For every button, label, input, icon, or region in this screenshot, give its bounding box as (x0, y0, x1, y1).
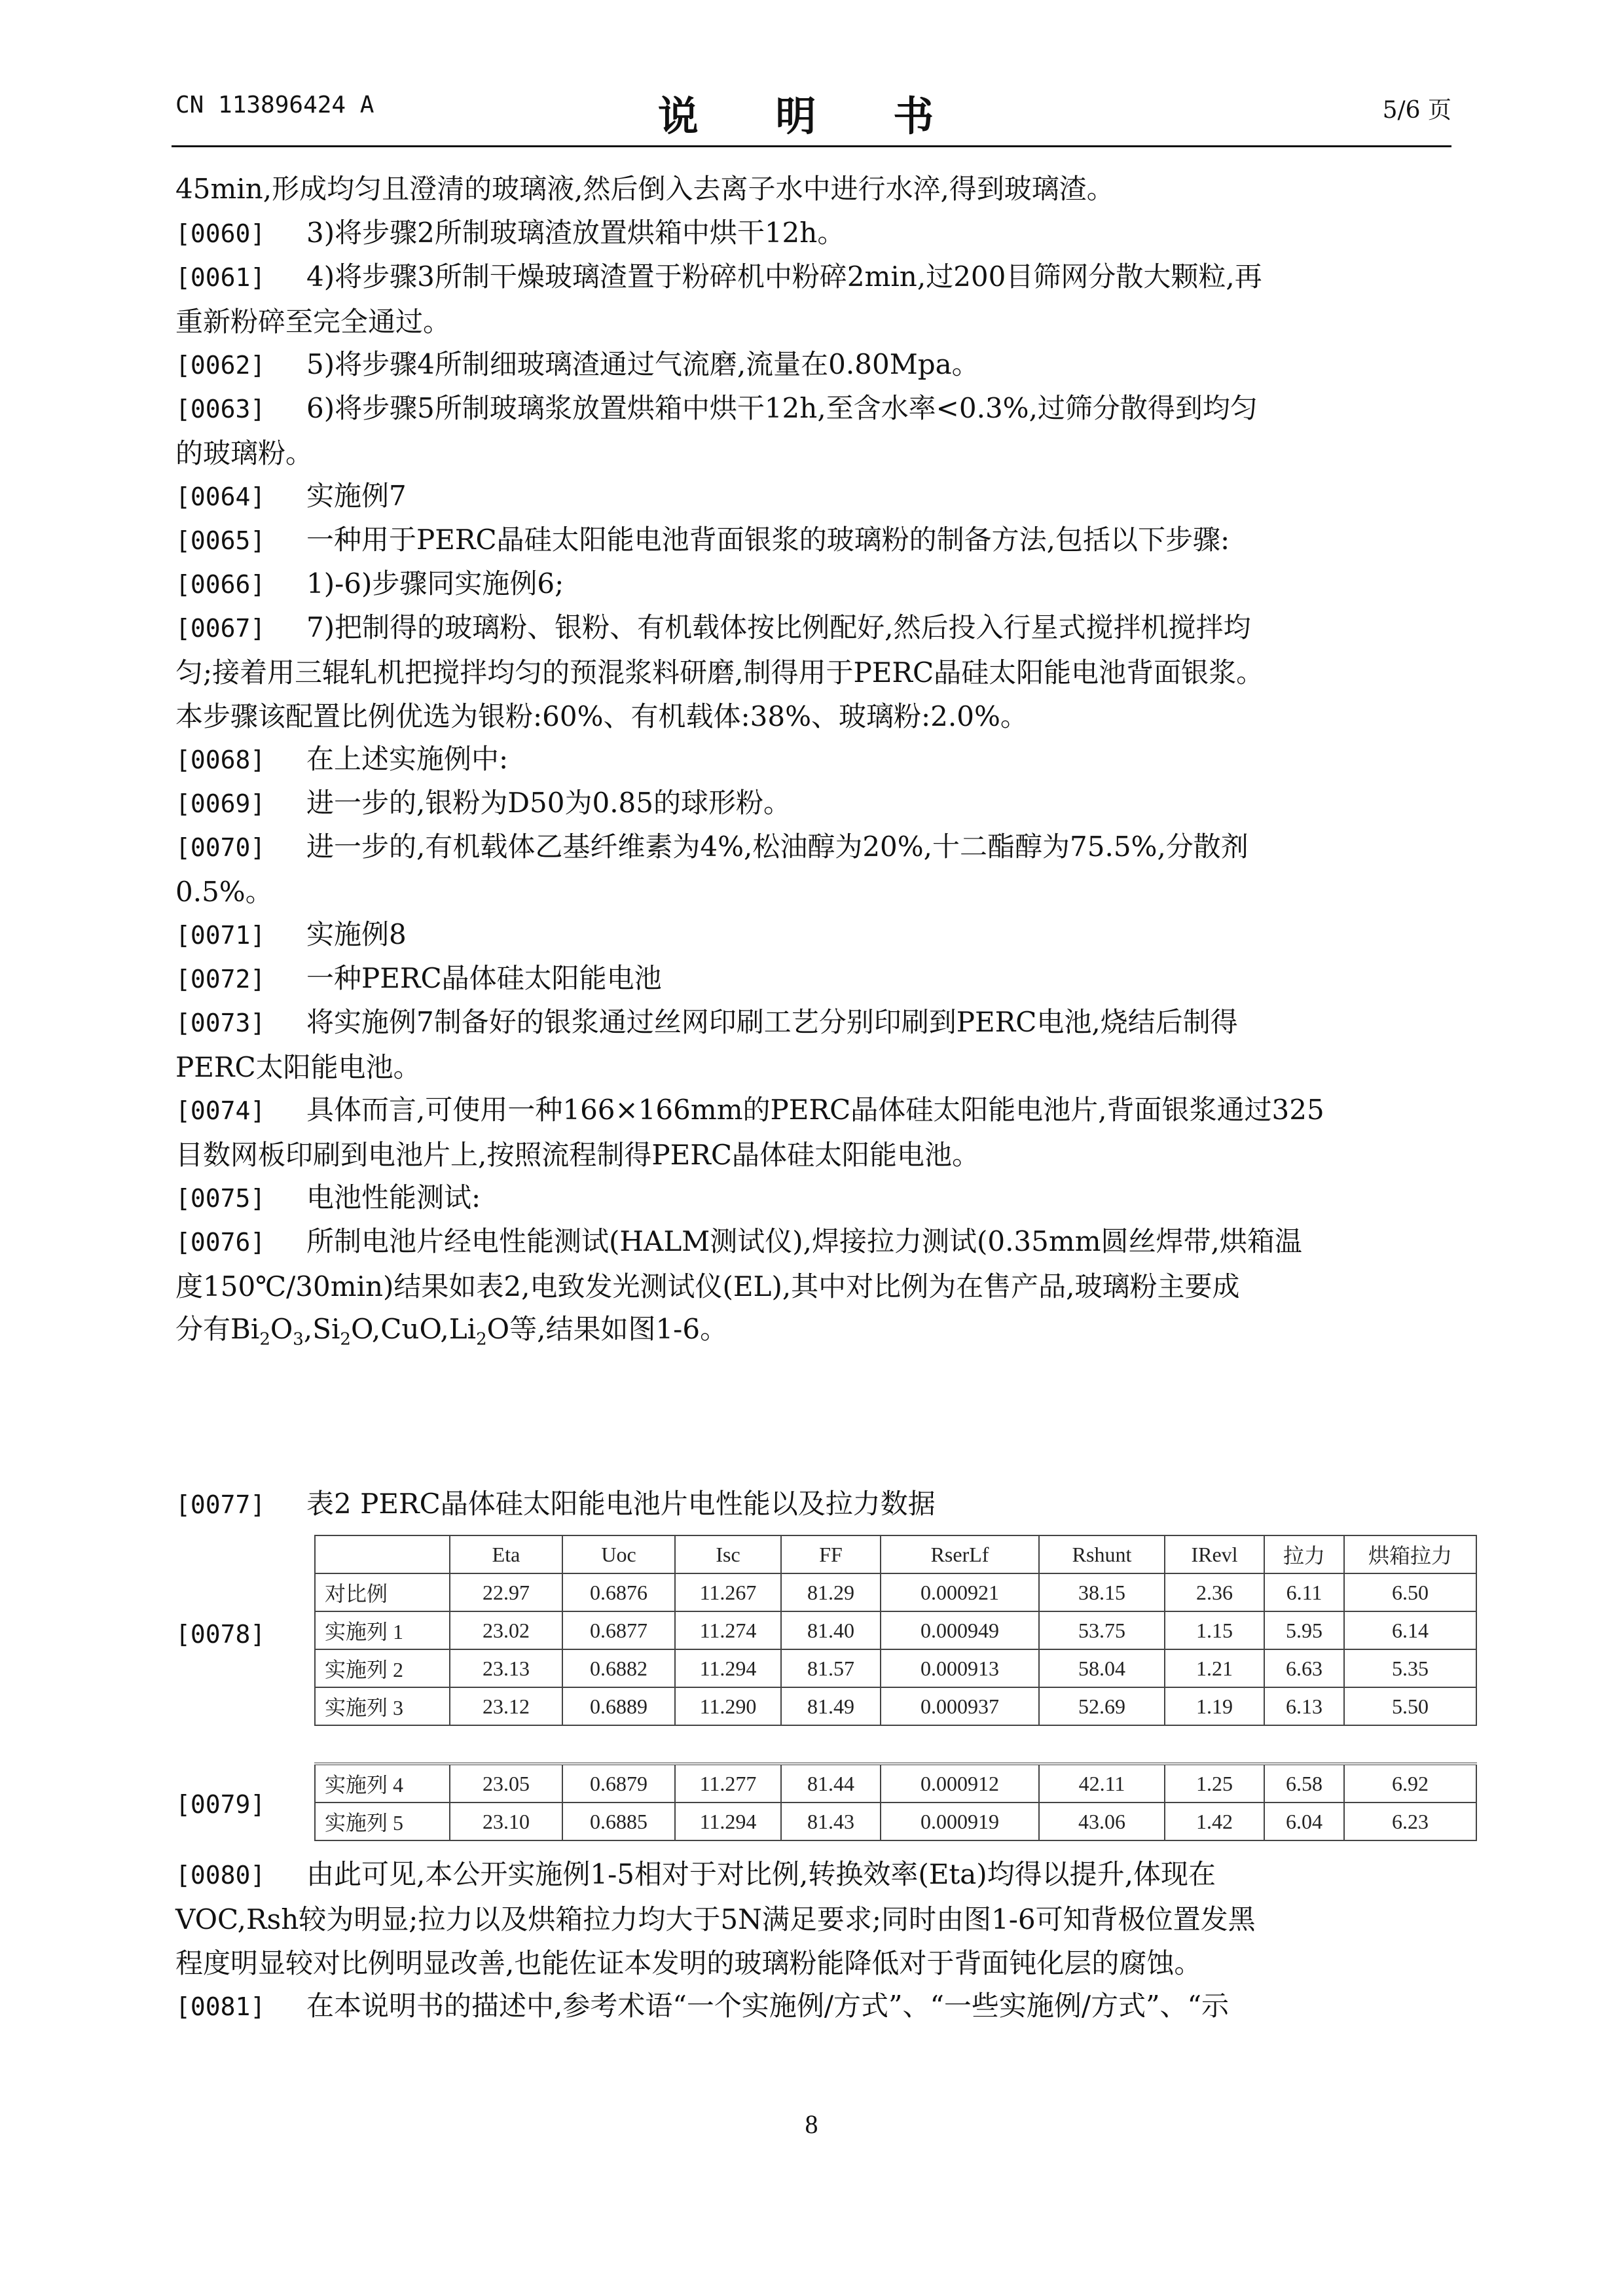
row-label: 对比例 (315, 1573, 450, 1611)
paragraph-number: [0060] (175, 219, 266, 248)
subscript: 2 (476, 1329, 487, 1350)
paragraph (175, 1219, 1451, 1308)
paragraph-line: 在本说明书的描述中,参考术语“一个实施例/方式”、“一些实施例/方式”、“示 (306, 1990, 1230, 2022)
paragraph-line: 度150℃/30min)结果如表2,电致发光测试仪(EL),其中对比例为在售产品,玻璃粉主要成 (175, 1270, 1240, 1302)
table-cell: 1.42 (1165, 1803, 1264, 1840)
paragraph-line: 进一步的,银粉为D50为0.85的球形粉。 (306, 787, 791, 819)
table-cell: 6.50 (1344, 1573, 1476, 1611)
paragraph-line: 表2 PERC晶体硅太阳能电池片电性能以及拉力数据 (306, 1488, 936, 1520)
paragraph-line: 7)把制得的玻璃粉、银粉、有机载体按比例配好,然后投入行星式搅拌机搅拌均 (306, 611, 1251, 643)
table-row (315, 1764, 1476, 1803)
paragraph-number: [0070] (175, 833, 266, 862)
table-cell: 0.000949 (881, 1611, 1039, 1649)
formula-text: O,CuO,Li (350, 1313, 477, 1345)
table-cell: 23.12 (450, 1687, 562, 1725)
paragraph-line: 的玻璃粉。 (175, 437, 314, 469)
table-cell: 0.6877 (562, 1611, 675, 1649)
table-cell: 0.000921 (881, 1573, 1039, 1611)
table-cell: 23.02 (450, 1611, 562, 1649)
paragraph-number: [0062] (175, 351, 266, 380)
table-cell: 0.000913 (881, 1649, 1039, 1687)
table-cell: 22.97 (450, 1573, 562, 1611)
paragraph (175, 825, 1451, 914)
table-cell: 2.36 (1165, 1573, 1264, 1611)
page-number: 8 (805, 2109, 818, 2139)
table-cell: 5.95 (1264, 1611, 1344, 1649)
table-cell: 38.15 (1039, 1573, 1165, 1611)
column-header: Uoc (562, 1535, 675, 1573)
paragraph-line: 程度明显较对比例明显改善,也能佐证本发明的玻璃粉能降低对于背面钝化层的腐蚀。 (175, 1947, 1202, 1979)
table-cell: 1.25 (1165, 1764, 1264, 1803)
column-header: Eta (450, 1535, 562, 1573)
paragraph (175, 255, 1451, 344)
table-cell: 0.000912 (881, 1764, 1039, 1803)
paragraph-line: PERC太阳能电池。 (175, 1051, 421, 1083)
page-title: 说 明 书 (657, 92, 966, 140)
paragraph (175, 737, 1451, 782)
paragraph (175, 781, 1451, 826)
paragraph-line: 在上述实施例中: (306, 743, 509, 775)
paragraph-number: [0080] (175, 1861, 266, 1890)
column-header: RserLf (881, 1535, 1039, 1573)
paragraph-line: 将实施例7制备好的银浆通过丝网印刷工艺分别印刷到PERC电池,烧结后制得 (306, 1006, 1238, 1038)
paragraph (175, 167, 1451, 211)
table-header-row (315, 1535, 1476, 1573)
paragraph (175, 605, 1451, 738)
paragraph (175, 1175, 1451, 1221)
paragraph (175, 1482, 1451, 1527)
table-cell: 52.69 (1039, 1687, 1165, 1725)
table-cell: 11.277 (675, 1764, 781, 1803)
table-tag-1: [0078] (175, 1620, 266, 1649)
subscript: 2 (340, 1329, 351, 1350)
table-cell: 23.13 (450, 1649, 562, 1687)
table-row (315, 1687, 1476, 1725)
paragraph-line: 一种用于PERC晶硅太阳能电池背面银浆的玻璃粉的制备方法,包括以下步骤: (306, 524, 1230, 556)
row-label: 实施列 5 (315, 1803, 450, 1840)
table-cell: 42.11 (1039, 1764, 1165, 1803)
table-cell: 53.75 (1039, 1611, 1165, 1649)
table-cell: 11.267 (675, 1573, 781, 1611)
paragraph (175, 474, 1451, 519)
paragraph (175, 1088, 1451, 1177)
paragraph (175, 1852, 1451, 1985)
paragraph-line: 本步骤该配置比例优选为银粉:60%、有机载体:38%、玻璃粉:2.0%。 (175, 700, 1028, 732)
column-header: FF (781, 1535, 881, 1573)
paragraph-line: 重新粉碎至完全通过。 (175, 306, 451, 338)
paragraph-number: [0063] (175, 395, 266, 423)
table-cell: 81.49 (781, 1687, 881, 1725)
table-cell: 0.6889 (562, 1687, 675, 1725)
paragraph (175, 1984, 1451, 2029)
table-cell: 0.000919 (881, 1803, 1039, 1840)
paragraph-line: 进一步的,有机载体乙基纤维素为4%,松油醇为20%,十二酯醇为75.5%,分散剂 (306, 831, 1249, 863)
table-cell: 6.13 (1264, 1687, 1344, 1725)
table-cell: 6.23 (1344, 1803, 1476, 1840)
table-cell: 0.000937 (881, 1687, 1039, 1725)
paragraph (175, 1000, 1451, 1089)
row-label: 实施列 2 (315, 1649, 450, 1687)
table-cell: 6.11 (1264, 1573, 1344, 1611)
row-label: 实施列 4 (315, 1764, 450, 1803)
paragraph-line: 45min,形成均匀且澄清的玻璃液,然后倒入去离子水中进行水淬,得到玻璃渣。 (175, 173, 1114, 205)
paragraph-number: [0076] (175, 1228, 266, 1257)
table-cell: 0.6885 (562, 1803, 675, 1840)
table-cell: 0.6879 (562, 1764, 675, 1803)
paragraph-number: [0067] (175, 614, 266, 643)
paragraph-number: [0081] (175, 1992, 266, 2021)
formula-text: 分有Bi (175, 1313, 260, 1345)
subscript: 3 (293, 1329, 304, 1350)
formula-text: O等,结果如图1-6。 (486, 1313, 728, 1345)
row-label: 实施列 3 (315, 1687, 450, 1725)
paragraph-number: [0073] (175, 1009, 266, 1037)
paragraph-line: 所制电池片经电性能测试(HALM测试仪),焊接拉力测试(0.35mm圆丝焊带,烘箱温 (306, 1225, 1302, 1257)
table-cell: 1.19 (1165, 1687, 1264, 1725)
table-cell: 6.63 (1264, 1649, 1344, 1687)
performance-table-part2 (314, 1763, 1477, 1841)
paragraph-number: [0069] (175, 789, 266, 818)
table-cell: 81.57 (781, 1649, 881, 1687)
paragraph-line: 4)将步骤3所制干燥玻璃渣置于粉碎机中粉碎2min,过200目筛网分散大颗粒,再 (306, 260, 1262, 293)
paragraph-number: [0061] (175, 263, 266, 292)
table-cell: 81.29 (781, 1573, 881, 1611)
paragraph-line: 3)将步骤2所制玻璃渣放置烘箱中烘干12h。 (306, 217, 845, 249)
formula-line (175, 1307, 1451, 1361)
column-header: 烘箱拉力 (1344, 1535, 1476, 1573)
table-cell: 6.58 (1264, 1764, 1344, 1803)
table-cell: 0.6882 (562, 1649, 675, 1687)
table-cell: 11.294 (675, 1803, 781, 1840)
patent-number: CN 113896424 A (175, 92, 374, 118)
paragraph-number: [0071] (175, 921, 266, 950)
paragraph-line: 6)将步骤5所制玻璃浆放置烘箱中烘干12h,至含水率<0.3%,过筛分散得到均匀 (306, 392, 1258, 424)
paragraph (175, 562, 1451, 607)
table-cell: 23.05 (450, 1764, 562, 1803)
paragraph-line: 0.5%。 (175, 876, 273, 908)
column-header: Isc (675, 1535, 781, 1573)
paragraph (175, 386, 1451, 475)
table-cell: 58.04 (1039, 1649, 1165, 1687)
table-cell: 5.35 (1344, 1649, 1476, 1687)
table-cell: 6.14 (1344, 1611, 1476, 1649)
table-row (315, 1611, 1476, 1649)
column-header: Rshunt (1039, 1535, 1165, 1573)
table-cell: 11.294 (675, 1649, 781, 1687)
table-cell: 5.50 (1344, 1687, 1476, 1725)
paragraph-number: [0064] (175, 482, 266, 511)
column-header: 拉力 (1264, 1535, 1344, 1573)
paragraph-line: 5)将步骤4所制细玻璃渣通过气流磨,流量在0.80Mpa。 (306, 348, 979, 380)
page-count: 5/6 页 (1382, 97, 1451, 124)
paragraph-line: 实施例8 (306, 918, 407, 950)
table-cell: 11.274 (675, 1611, 781, 1649)
table-cell: 23.10 (450, 1803, 562, 1840)
table-cell: 6.92 (1344, 1764, 1476, 1803)
paragraph (175, 342, 1451, 387)
table-row (315, 1649, 1476, 1687)
table-cell: 1.21 (1165, 1649, 1264, 1687)
paragraph-number: [0075] (175, 1184, 266, 1213)
header-rule (172, 145, 1451, 147)
formula-text: O (270, 1313, 293, 1345)
table-row (315, 1803, 1476, 1840)
column-header: IRevl (1165, 1535, 1264, 1573)
paragraph (175, 518, 1451, 563)
paragraph-number: [0072] (175, 965, 266, 994)
table-cell: 0.6876 (562, 1573, 675, 1611)
paragraph (175, 956, 1451, 1001)
paragraph-line: 1)-6)步骤同实施例6; (306, 567, 564, 600)
table-cell: 11.290 (675, 1687, 781, 1725)
table-cell: 81.43 (781, 1803, 881, 1840)
paragraph (175, 912, 1451, 958)
paragraph-line: 一种PERC晶体硅太阳能电池 (306, 962, 662, 994)
column-header (315, 1535, 450, 1573)
formula-text: ,Si (303, 1313, 340, 1345)
subscript: 2 (259, 1329, 270, 1350)
paragraph (175, 211, 1451, 256)
paragraph-line: 匀;接着用三辊轧机把搅拌均匀的预混浆料研磨,制得用于PERC晶硅太阳能电池背面银浆。 (175, 656, 1264, 689)
paragraph-line: 具体而言,可使用一种166×166mm的PERC晶体硅太阳能电池片,背面银浆通过325 (306, 1094, 1324, 1126)
table-cell: 1.15 (1165, 1611, 1264, 1649)
table-cell: 43.06 (1039, 1803, 1165, 1840)
table-tag-2: [0079] (175, 1790, 266, 1819)
paragraph-line: 由此可见,本公开实施例1-5相对于对比例,转换效率(Eta)均得以提升,体现在 (306, 1858, 1216, 1890)
paragraph-number: [0077] (175, 1490, 266, 1519)
table-cell: 81.44 (781, 1764, 881, 1803)
performance-table-part1 (314, 1535, 1477, 1726)
paragraph-line: 目数网板印刷到电池片上,按照流程制得PERC晶体硅太阳能电池。 (175, 1139, 980, 1171)
row-label: 实施列 1 (315, 1611, 450, 1649)
paragraph-number: [0068] (175, 745, 266, 774)
paragraph-number: [0074] (175, 1096, 266, 1125)
paragraph-number: [0066] (175, 570, 266, 599)
paragraph-line: 电池性能测试: (306, 1181, 481, 1213)
paragraph-line: 实施例7 (306, 480, 407, 512)
table-cell: 6.04 (1264, 1803, 1344, 1840)
paragraph-line: VOC,Rsh较为明显;拉力以及烘箱拉力均大于5N满足要求;同时由图1-6可知背极位置发黑 (175, 1903, 1256, 1935)
table-row (315, 1573, 1476, 1611)
table-cell: 81.40 (781, 1611, 881, 1649)
paragraph-number: [0065] (175, 526, 266, 555)
